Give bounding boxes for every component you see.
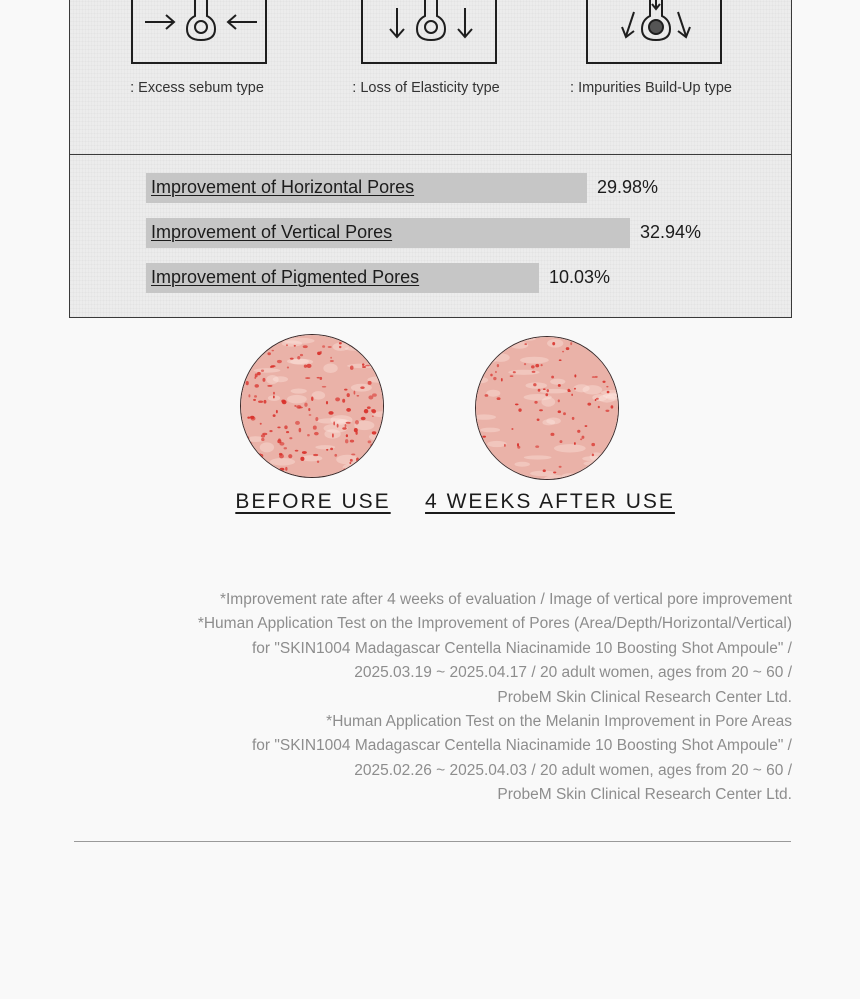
bar-value-label: 10.03% <box>549 267 611 287</box>
pores-clogged-icon <box>586 0 722 64</box>
footnote-line: 2025.02.26 ~ 2025.04.03 / 20 adult women, ages from 20 ~ 60 / <box>354 761 792 779</box>
footnote-line: for "SKIN1004 Madagascar Centella Niacinamide 10 Boosting Shot Ampoule" / <box>251 737 792 755</box>
bar-category-label: Improvement of Vertical Pores <box>151 222 393 242</box>
footnote-line: for "SKIN1004 Madagascar Centella Niacinamide 10 Boosting Shot Ampoule" / <box>251 639 792 657</box>
footnote-line: *Human Application Test on the Improvement of Pores (Area/Depth/Horizontal/Vertical) <box>197 615 792 633</box>
footnote-line: *Improvement rate after 4 weeks of evaluation / Image of vertical pore improvement <box>219 591 792 608</box>
section-divider <box>74 841 791 842</box>
footnote-line: *Human Application Test on the Melanin Improvement in Pore Areas <box>326 713 792 731</box>
footnote-line: ProbeM Skin Clinical Research Center Ltd. <box>497 688 792 706</box>
footnote-line: ProbeM Skin Clinical Research Center Ltd. <box>497 786 792 804</box>
improvement-bar-chart <box>69 155 792 318</box>
pores-sagging-icon <box>361 0 497 64</box>
bar-category-label: Improvement of Pigmented Pores <box>151 267 420 287</box>
study-footnotes <box>72 588 792 808</box>
pore-type-label-impurities: : Impurities Build-Up type <box>570 80 732 96</box>
bar-value-label: 32.94% <box>640 222 702 242</box>
pore-types-panel <box>69 0 792 155</box>
before-skin-image <box>240 334 384 478</box>
before-use-caption: BEFORE USE <box>235 490 391 513</box>
after-skin-image <box>475 336 619 480</box>
footnote-line: 2025.03.19 ~ 2025.04.17 / 20 adult women, ages from 20 ~ 60 / <box>354 664 792 682</box>
pore-type-label-sebum: : Excess sebum type <box>130 80 264 96</box>
pores-compressed-icon <box>131 0 267 64</box>
pore-type-label-elasticity: : Loss of Elasticity type <box>352 80 500 96</box>
bar-value-label: 29.98% <box>597 177 659 197</box>
bar-category-label: Improvement of Horizontal Pores <box>151 177 415 197</box>
after-use-caption: 4 WEEKS AFTER USE <box>425 490 675 513</box>
